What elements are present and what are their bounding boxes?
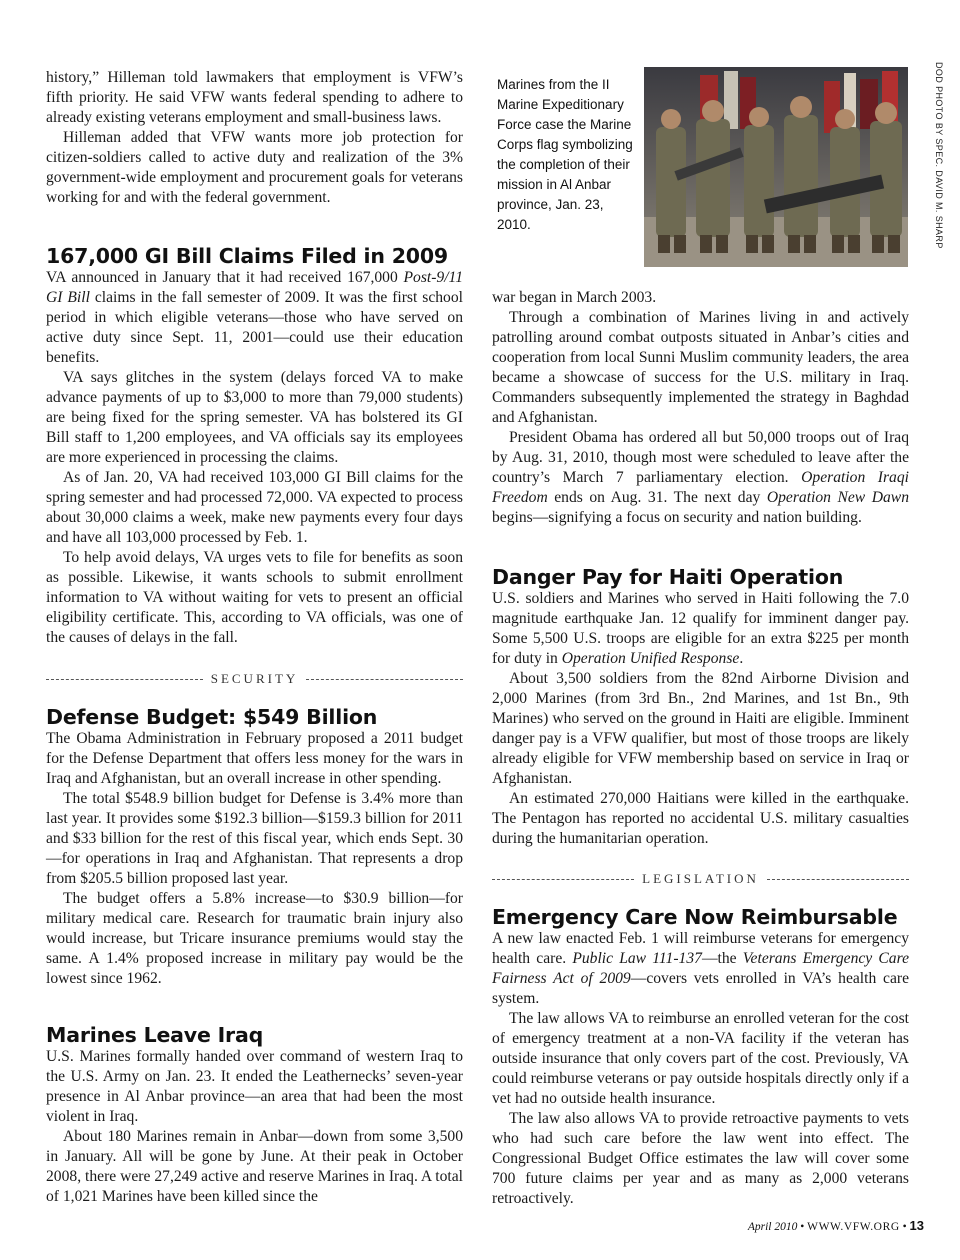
haiti-paragraph: About 3,500 soldiers from the 82nd Airborne Division and 2,000 Marines (from 3rd Bn., 2nd Marines, and 1st Bn., 9th Marines) who served on the ground in Haiti are eligible. Imminent danger pay is a VFW qualifier, but most of those troops are likely already eligible for VFW membership based on service in Iraq or Afghanistan. — [492, 670, 909, 787]
marines-paragraph: U.S. Marines formally handed over command of western Iraq to the U.S. Army on Jan. 23. It ended the Leathernecks’ seven-year presence in Al Anbar province—an area that had been the most violent in Iraq. — [46, 1048, 463, 1125]
marines-continuation: war began in March 2003. — [492, 289, 657, 306]
defense-article — [46, 705, 463, 989]
marines-continuation: President Obama has ordered all but 50,000 troops out of Iraq by Aug. 31, 2010, though most were scheduled to leave after the country’s March 7 parliamentary election. Operation Iraqi Freedom ends on Aug. 31. The next day Operation New Dawn begins—signifying a focus on security and nation building. — [492, 429, 909, 526]
emergency-article — [492, 905, 909, 1209]
photo-caption: Marines from the II Marine Expeditionary Force case the Marine Corps flag symbolizing the completion of their mission in Al Anbar province, Jan. 23, 2010. — [497, 77, 633, 232]
section-divider-legislation — [492, 869, 909, 889]
marines-heading: Marines Leave Iraq — [46, 1023, 264, 1047]
defense-paragraph: The budget offers a 5.8% increase—to $30.9 billion—for military medical care. Research for traumatic brain injury also would increase, but Tricare insurance premiums would stay the same. A 1.4% proposed increase in military pay would be the lowest since 1962. — [46, 890, 463, 987]
haiti-article — [492, 565, 909, 849]
photo-credit: DOD PHOTO BY SPEC. DAVID M. SHARP — [934, 62, 944, 249]
defense-heading: Defense Budget: $549 Billion — [46, 705, 378, 729]
marines-paragraph: About 180 Marines remain in Anbar—down from some 3,500 in January. All will be gone by June. At their peak in October 2008, there were 27,249 active and reserve Marines in Iraq. A total of 1,021 Marines have been killed since the — [46, 1128, 463, 1205]
defense-paragraph: The Obama Administration in February proposed a 2011 budget for the Defense Department that offers less money for the wars in Iraq and Afghanistan, but an overall increase in other spending. — [46, 730, 463, 787]
page-footer — [748, 1218, 924, 1233]
page-number: 13 — [909, 1218, 924, 1233]
haiti-paragraph: An estimated 270,000 Haitians were killed in the earthquake. The Pentagon has reported no accidental U.S. military casualties during the humanitarian operation. — [492, 790, 909, 847]
footer-bullet: • — [902, 1221, 907, 1233]
gi-bill-paragraph: VA says glitches in the system (delays forced VA to make advance payments of up to $3,000 to more than 79,000 students) are being fixed for the spring semester. VA has bolstered its GI Bill staff to 1,200 employees, and VA officials say its employees are more experienced in processing the claims. — [46, 369, 463, 466]
emergency-paragraph: The law allows VA to reimburse an enrolled veteran for the cost of emergency treatment at a non-VA facility if the veteran has outside insurance that only covers part of the cost. Previously, VA could reimburse veterans or pay outside hospitals directly only if a vet had no outside health insurance. — [492, 1010, 909, 1107]
marines-article — [46, 1023, 463, 1207]
website-url: WWW.VFW.ORG — [807, 1221, 900, 1233]
footer-bullet: • — [800, 1221, 805, 1233]
marines-continuation: Through a combination of Marines living in and actively patrolling around combat outposts situated in Anbar’s cities and cooperation from local Sunni Muslim community leaders, the area became a showcase of success for the U.S. military in Iraq. Commanders subsequently implemented the strategy in Baghdad and Afghanistan. — [492, 309, 909, 426]
emergency-paragraph: A new law enacted Feb. 1 will reimburse veterans for emergency health care. Public Law 111-137—the Veterans Emergency Care Fairness Act of 2009—covers vets enrolled in VA’s health care system. — [492, 930, 909, 1007]
gi-bill-article — [46, 244, 463, 648]
section-divider-security — [46, 669, 463, 689]
marines-flag-photo — [644, 67, 908, 267]
gi-bill-paragraph: As of Jan. 20, VA had received 103,000 GI Bill claims for the spring semester and had processed 72,000. VA expected to process about 30,000 claims a week, make new payments every four days and have all 103,000 processed by Feb. 1. — [46, 469, 463, 546]
article-continuation-text: history,” Hilleman told lawmakers that employment is VFW’s fifth priority. He said VFW wants federal spending to adhere to already existing veterans employment and small-business laws. — [46, 69, 463, 126]
photo-block — [492, 67, 910, 267]
photo-illustration — [644, 67, 908, 267]
gi-bill-heading: 167,000 GI Bill Claims Filed in 2009 — [46, 244, 448, 268]
emergency-heading: Emergency Care Now Reimbursable — [492, 905, 898, 929]
haiti-paragraph: U.S. soldiers and Marines who served in Haiti following the 7.0 magnitude earthquake Jan. 12 qualify for imminent danger pay. Some 5,500 U.S. troops are eligible for an extra $225 per month for duty in Operation Unified Response. — [492, 590, 909, 667]
section-label: LEGISLATION — [642, 871, 759, 886]
defense-paragraph: The total $548.9 billion budget for Defense is 3.4% more than last year. It provides some $192.3 billion—$159.3 billion for 2011 and $33 billion for the rest of this fiscal year, which ends Sept. 30—for operations in Iraq and Afghanistan. That represents a drop from $205.5 billion proposed last year. — [46, 790, 463, 887]
section-label: SECURITY — [210, 671, 299, 686]
gi-bill-paragraph: To help avoid delays, VA urges vets to file for benefits as soon as possible. Likewise, it wants schools to submit enrollment information to VA without waiting for vets to present an official eligibility certificate. This, according to VA officials, was one of the causes of delays in the fall. — [46, 549, 463, 646]
gi-bill-paragraph: VA announced in January that it had received 167,000 Post-9/11 GI Bill claims in the fall semester of 2009. It was the first school period in which eligible veterans—those who have served on active duty since Sept. 11, 2001—could use their education benefits. — [46, 269, 463, 366]
emergency-paragraph: The law also allows VA to provide retroactive payments to vets who had such care before the law went into effect. The Congressional Budget Office estimates the law will cover some 700 future claims per year and as many as 2,000 veterans retroactively. — [492, 1110, 909, 1207]
haiti-heading: Danger Pay for Haiti Operation — [492, 565, 844, 589]
article-continuation-text: Hilleman added that VFW wants more job protection for citizen-soldiers called to active duty and realization of the 3% government-wide employment and procurement goals for veterans working for and with the federal government. — [46, 129, 463, 206]
issue-date: April 2010 — [747, 1221, 798, 1233]
